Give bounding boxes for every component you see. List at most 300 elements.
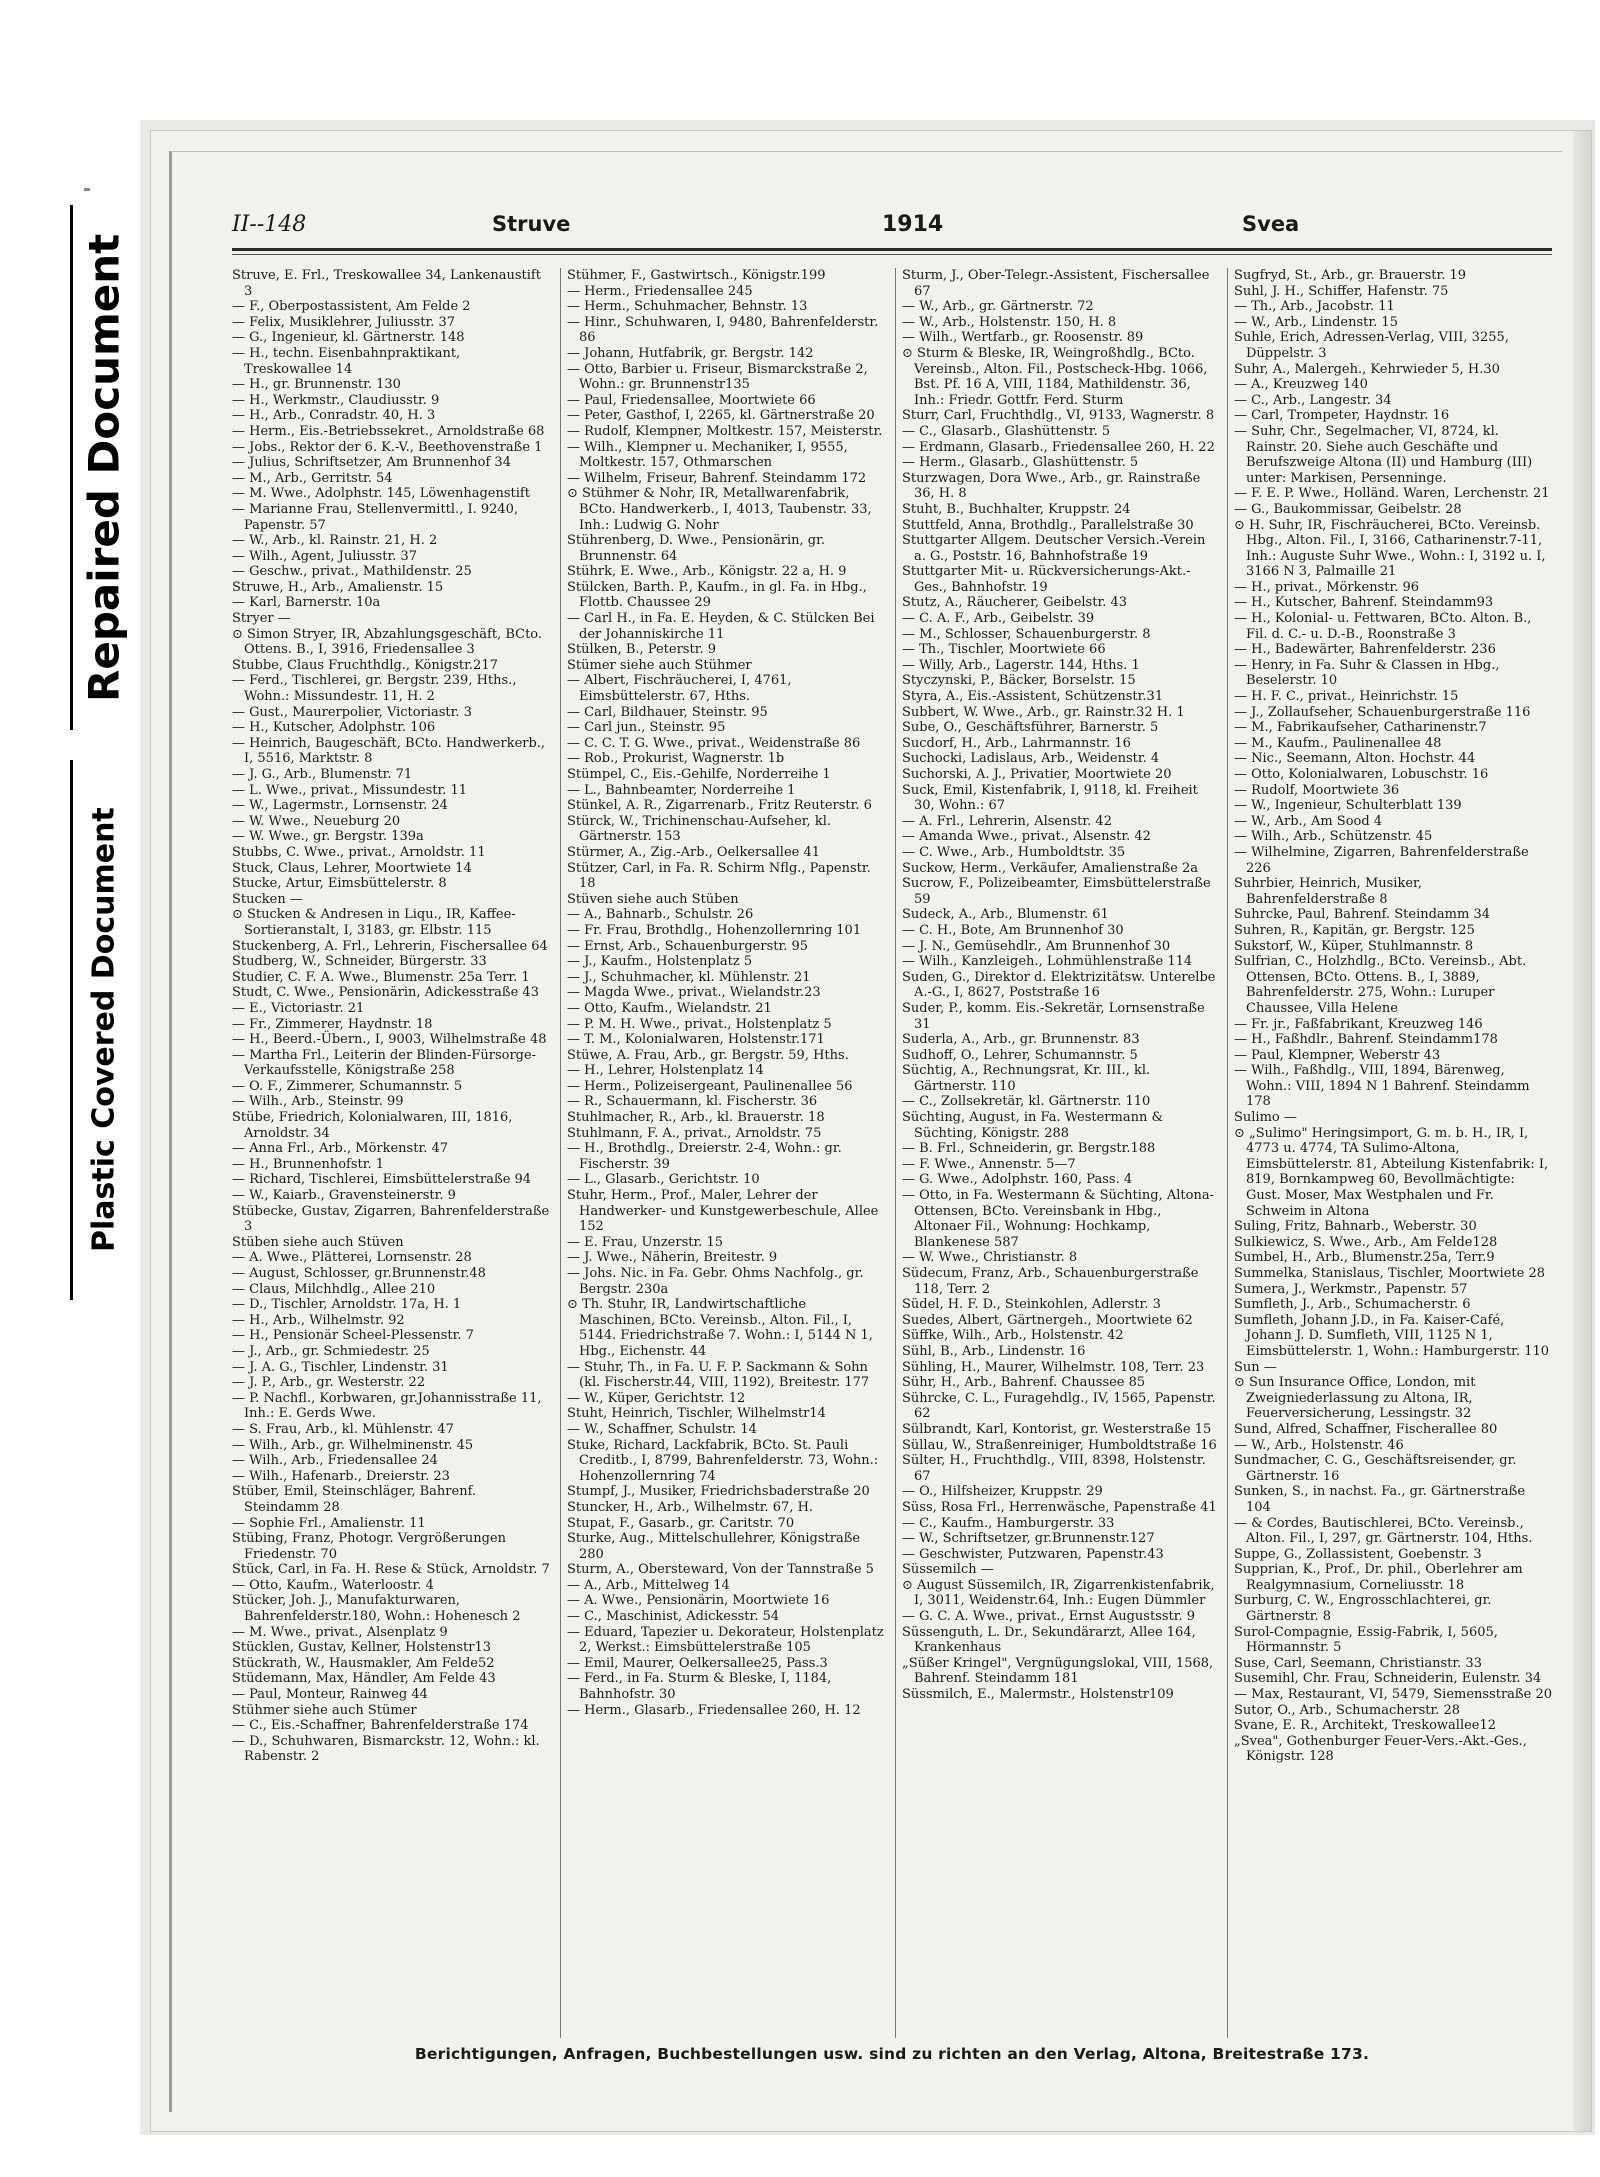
directory-entry: Styczynski, P., Bäcker, Borselstr. 15 xyxy=(902,673,1136,689)
directory-entry: — Herm., Eis.-Betriebssekret., Arnoldstraße 68 xyxy=(232,423,545,439)
directory-entry: Svane, E. R., Architekt, Treskowallee12 xyxy=(1234,1718,1497,1734)
directory-entry: — August, Schlosser, gr.Brunnenstr.48 xyxy=(232,1266,486,1281)
directory-entry: Süssemilch — xyxy=(902,1562,994,1578)
directory-entry: Stücklen, Gustav, Kellner, Holstenstr13 xyxy=(232,1640,492,1656)
directory-entry: Stüdemann, Max, Händler, Am Felde 43 xyxy=(232,1671,496,1687)
directory-entry: — M., Arb., Gerritstr. 54 xyxy=(232,470,393,486)
directory-entry: — P. M. H. Wwe., privat., Holstenplatz 5 xyxy=(567,1016,832,1032)
directory-entry: — Fr. jr., Faßfabrikant, Kreuzweg 146 xyxy=(1234,1016,1483,1032)
directory-entry: Stucken — xyxy=(232,891,303,907)
directory-entry: Sund, Alfred, Schaffner, Fischerallee 80 xyxy=(1234,1421,1498,1437)
scan-top-margin xyxy=(0,0,1600,52)
repaired-document-label: Repaired Document xyxy=(79,233,129,702)
directory-entry: — M. Wwe., privat., Alsenplatz 9 xyxy=(232,1624,448,1640)
directory-entry: — O., Hilfsheizer, Kruppstr. 29 xyxy=(902,1484,1103,1500)
directory-entry: Studier, C. F. A. Wwe., Blumenstr. 25a Terr. 1 xyxy=(232,969,530,985)
directory-entry: Stüben siehe auch Stüven xyxy=(232,1234,404,1250)
directory-entry: Stuke, Richard, Lackfabrik, BCto. St. Pauli Creditb., I, 8799, Bahrenfelderstr. 73, Wohn.: Hohenzollernring 74 xyxy=(567,1437,879,1484)
directory-entry: — G. Wwe., Adolphstr. 160, Pass. 4 xyxy=(902,1172,1133,1188)
directory-entry: — Geschwister, Putzwaren, Papenstr.43 xyxy=(902,1546,1164,1562)
directory-entry: — Martha Frl., Leiterin der Blinden-Fürsorge-Verkaufsstelle, Königstraße 258 xyxy=(232,1047,537,1079)
directory-entry: Stuht, Heinrich, Tischler, Wilhelmstr14 xyxy=(567,1406,826,1422)
directory-entry: Stürmer, A., Zig.-Arb., Oelkersallee 41 xyxy=(567,844,821,860)
plastic-covered-document-label: Plastic Covered Document xyxy=(86,807,122,1253)
directory-entry: Sulkiewicz, S. Wwe., Arb., Am Felde128 xyxy=(1234,1234,1498,1250)
directory-entry: Stümpel, C., Eis.-Gehilfe, Norderreihe 1 xyxy=(567,767,831,782)
directory-entry: — Claus, Milchhdlg., Allee 210 xyxy=(232,1281,436,1297)
directory-entry: — Henry, in Fa. Suhr & Classen in Hbg., Beselerstr. 10 xyxy=(1234,657,1500,689)
directory-entry: Susemihl, Chr. Frau, Schneiderin, Eulenstr. 34 xyxy=(1234,1671,1542,1687)
directory-entry: Sühling, H., Maurer, Wilhelmstr. 108, Terr. 23 xyxy=(902,1359,1205,1375)
page-header xyxy=(232,212,1552,252)
directory-entry: — Erdmann, Glasarb., Friedensallee 260, H. 22 xyxy=(902,439,1215,455)
directory-entry: Sülter, H., Fruchthdlg., VIII, 8398, Holstenstr. 67 xyxy=(902,1453,1206,1484)
directory-entry: Suedes, Albert, Gärtnergeh., Moortwiete 62 xyxy=(902,1312,1193,1328)
directory-entry: Suhrbier, Heinrich, Musiker, Bahrenfelderstraße 8 xyxy=(1234,876,1422,907)
directory-entry: Suhr, A., Malergeh., Kehrwieder 5, H.30 xyxy=(1234,361,1500,377)
directory-entry: — W., Arb., Holstenstr. 150, H. 8 xyxy=(902,314,1117,330)
directory-entry: Studt, C. Wwe., Pensionärin, Adickesstraße 43 xyxy=(232,985,539,1001)
directory-entry: Sülbrandt, Karl, Kontorist, gr. Westerstraße 15 xyxy=(902,1421,1212,1437)
directory-entry: — J., Arb., gr. Schmiedestr. 25 xyxy=(232,1343,430,1359)
directory-entry: — C. H., Bote, Am Brunnenhof 30 xyxy=(902,922,1124,938)
directory-entry: Stützer, Carl, in Fa. R. Schirm Nflg., Papenstr. 18 xyxy=(567,860,871,892)
directory-entry: — D., Schuhwaren, Bismarckstr. 12, Wohn.: kl. Rabenstr. 2 xyxy=(232,1733,540,1765)
directory-entry: — Otto, Kaufm., Waterloostr. 4 xyxy=(232,1577,434,1593)
directory-entry: Stumpf, J., Musiker, Friedrichsbaderstraße 20 xyxy=(567,1484,870,1500)
directory-entry: — M., Kaufm., Paulinenallee 48 xyxy=(1234,735,1442,751)
directory-entry: ⊙ „Sulimo" Heringsimport, G. m. b. H., IR, I, 4773 u. 4774, TA Sulimo-Altona, Eimsbüttelerstr. 81, Abteilung Kistenfabrik: I, 819, Bornkampweg 60, Bevollmächtigte: Gust. Moser, Max Westphalen und Fr. Schweim in Altona xyxy=(1234,1125,1549,1219)
directory-entry: — Ferd., Tischlerei, gr. Bergstr. 239, Hths., Wohn.: Missundestr. 11, H. 2 xyxy=(232,673,517,705)
directory-entry: Sukstorf, W., Küper, Stuhlmannstr. 8 xyxy=(1234,938,1474,954)
directory-entry: — Albert, Fischräucherei, I, 4761, Eimsbüttelerstr. 67, Hths. xyxy=(567,673,792,705)
directory-entry: — Carl, Trompeter, Haydnstr. 16 xyxy=(1234,408,1450,424)
directory-entry: ⊙ Sturm & Bleske, IR, Weingroßhdlg., BCto. Vereinsb., Alton. Fil., Postscheck-Hbg. 1066, Bst. Pf. 16 A, VIII, 1184, Mathildenstr. 36, Inh.: Friedr. Gottfr. Ferd. Sturm xyxy=(902,345,1208,408)
directory-entry: — C. A. F., Arb., Geibelstr. 39 xyxy=(902,611,1095,627)
directory-entry: Stuck, Claus, Lehrer, Moortwiete 14 xyxy=(232,860,472,876)
directory-entry: Stück, Carl, in Fa. H. Rese & Stück, Arnoldstr. 7 xyxy=(232,1562,550,1578)
directory-entry: Stückrath, W., Hausmakler, Am Felde52 xyxy=(232,1655,495,1671)
directory-entry: — C. Wwe., Arb., Humboldtstr. 35 xyxy=(902,844,1126,860)
directory-entry: Suchorski, A. J., Privatier, Moortwiete 20 xyxy=(902,767,1172,782)
directory-entry: Sutor, O., Arb., Schumacherstr. 28 xyxy=(1234,1702,1461,1718)
directory-entry: Sucrow, F., Polizeibeamter, Eimsbüttelerstraße 59 xyxy=(902,876,1211,907)
directory-entry: — J. P., Arb., gr. Westerstr. 22 xyxy=(232,1375,426,1391)
directory-entry: — Johann, Hutfabrik, gr. Bergstr. 142 xyxy=(567,345,814,361)
directory-entry: Surol-Compagnie, Essig-Fabrik, I, 5605, Hörmannstr. 5 xyxy=(1234,1624,1498,1656)
directory-entry: — Wilh., Kanzleigeh., Lohmühlenstraße 114 xyxy=(902,954,1193,970)
directory-entry: — C., Zollsekretär, kl. Gärtnerstr. 110 xyxy=(902,1094,1151,1110)
directory-entry: — W., Kaiarb., Gravensteinerstr. 9 xyxy=(232,1188,456,1204)
directory-entry: — Julius, Schriftsetzer, Am Brunnenhof 34 xyxy=(232,455,511,471)
directory-entry: Sulimo — xyxy=(1234,1110,1297,1126)
directory-entry: — Herm., Friedensallee 245 xyxy=(567,283,753,299)
directory-entry: — H., Arb., Wilhelmstr. 92 xyxy=(232,1312,405,1328)
directory-entry: — W., Lagermstr., Lornsenstr. 24 xyxy=(232,798,448,814)
directory-entry: Stuttfeld, Anna, Brothdlg., Parallelstraße 30 xyxy=(902,517,1194,533)
directory-entry: Stüwe, A. Frau, Arb., gr. Bergstr. 59, Hths. xyxy=(567,1047,849,1063)
directory-entry: ⊙ Th. Stuhr, IR, Landwirtschaftliche Maschinen, BCto. Vereinsb., Alton. Fil., I, 5144. Friedrichstraße 7. Wohn.: I, 5144 N 1, Hbg., Eichenstr. 44 xyxy=(567,1297,873,1359)
directory-entry: — Herm., Glasarb., Friedensallee 260, H. 12 xyxy=(567,1702,861,1718)
directory-entry: — Willy, Arb., Lagerstr. 144, Hths. 1 xyxy=(902,657,1140,673)
directory-entry: — G. C. A. Wwe., privat., Ernst Augustsstr. 9 xyxy=(902,1609,1196,1625)
directory-entry: — Emil, Maurer, Oelkersallee25, Pass.3 xyxy=(567,1655,828,1671)
column-divider xyxy=(560,268,561,2038)
directory-entry: — W., Ingenieur, Schulterblatt 139 xyxy=(1234,798,1462,814)
directory-entry: Stuhr, Herm., Prof., Maler, Lehrer der Handwerker- und Kunstgewerbeschule, Allee 152 xyxy=(567,1188,879,1235)
directory-entry: Südel, H. F. D., Steinkohlen, Adlerstr. 3 xyxy=(902,1297,1161,1313)
directory-entry: Stühmer, F., Gastwirtsch., Königstr.199 xyxy=(567,268,826,283)
directory-entry: Süss, Rosa Frl., Herrenwäsche, Papenstraße 41 xyxy=(902,1499,1217,1515)
directory-entry: — Rudolf, Klempner, Moltkestr. 157, Meisterstr. xyxy=(567,423,883,439)
page-number: II--148 xyxy=(232,212,307,237)
directory-entry: — Wilh., Arb., Schützenstr. 45 xyxy=(1234,829,1433,845)
directory-entry: Suchocki, Ladislaus, Arb., Weidenstr. 4 xyxy=(902,751,1160,767)
directory-entry: — C., Glasarb., Glashüttenstr. 5 xyxy=(902,423,1111,439)
directory-entry: — W., Arb., Am Sood 4 xyxy=(1234,813,1383,829)
directory-entry: — H., Badewärter, Bahrenfelderstr. 236 xyxy=(1234,642,1496,658)
directory-entry: Sunken, S., in nachst. Fa., gr. Gärtnerstraße 104 xyxy=(1234,1484,1526,1515)
publisher-footer: Berichtigungen, Anfragen, Buchbestellungen usw. sind zu richten an den Verlag, Altona, Breitestraße 173. xyxy=(414,2045,1370,2063)
directory-entry: — W., Arb., Lindenstr. 15 xyxy=(1234,314,1398,330)
directory-entry: — E. Frau, Unzerstr. 15 xyxy=(567,1234,724,1250)
directory-entry: — H., gr. Brunnenstr. 130 xyxy=(232,377,401,393)
directory-entry: — W., Schriftsetzer, gr.Brunnenstr.127 xyxy=(902,1531,1155,1547)
directory-entry: — W., Arb., Holstenstr. 46 xyxy=(1234,1437,1404,1453)
directory-entry: — Paul, Monteur, Rainweg 44 xyxy=(232,1687,428,1703)
column-divider xyxy=(1227,268,1228,2038)
directory-entry: — & Cordes, Bautischlerei, BCto. Vereinsb., Alton. Fil., I, 297, gr. Gärtnerstr. 104, Hths. xyxy=(1234,1515,1533,1547)
directory-entry: Suppe, G., Zollassistent, Goebenstr. 3 xyxy=(1234,1546,1482,1562)
directory-entry: Suse, Carl, Seemann, Christianstr. 33 xyxy=(1234,1655,1482,1671)
directory-entry: — A. Wwe., Plätterei, Lornsenstr. 28 xyxy=(232,1250,472,1266)
directory-entry: Sudhoff, O., Lehrer, Schumannstr. 5 xyxy=(902,1047,1138,1063)
directory-entry: — Magda Wwe., privat., Wielandstr.23 xyxy=(567,985,821,1001)
directory-entry: „Svea", Gothenburger Feuer-Vers.-Akt.-Ges., Königstr. 128 xyxy=(1234,1733,1527,1765)
directory-entry: — Ferd., in Fa. Sturm & Bleske, I, 1184, Bahnhofstr. 30 xyxy=(567,1671,832,1703)
directory-entry: — Geschw., privat., Mathildenstr. 25 xyxy=(232,564,472,580)
directory-column-2 xyxy=(567,268,885,2038)
directory-entry: — J., Schuhmacher, kl. Mühlenstr. 21 xyxy=(567,969,811,985)
directory-entry: — H., privat., Mörkenstr. 96 xyxy=(1234,579,1420,595)
directory-entry: Suden, G., Direktor d. Elektrizitätsw. Unterelbe A.-G., I, 8627, Poststraße 16 xyxy=(902,969,1216,1001)
directory-entry: — Th., Arb., Jacobstr. 11 xyxy=(1234,299,1395,315)
header-rule xyxy=(232,248,1552,251)
directory-entry: — A. Wwe., Pensionärin, Moortwiete 16 xyxy=(567,1593,830,1609)
directory-entry: — H., Arb., Conradstr. 40, H. 3 xyxy=(232,408,436,424)
directory-entry: — Wilh., Arb., Friedensallee 24 xyxy=(232,1453,438,1469)
right-guide-word: Svea xyxy=(1242,212,1300,236)
directory-entry: — H., Brunnenhofstr. 1 xyxy=(232,1156,385,1172)
directory-entry: — H., Kutscher, Bahrenf. Steindamm93 xyxy=(1234,595,1494,611)
directory-entry: — J., Kaufm., Holstenplatz 5 xyxy=(567,954,753,970)
margin-tick xyxy=(84,188,90,191)
directory-entry: Stupat, F., Gasarb., gr. Caritstr. 70 xyxy=(567,1515,795,1531)
page-edge xyxy=(1573,131,1591,2131)
directory-entry: — Felix, Musiklehrer, Juliusstr. 37 xyxy=(232,314,456,330)
directory-entry: Sugfryd, St., Arb., gr. Brauerstr. 19 xyxy=(1234,268,1467,283)
directory-entry: Sturr, Carl, Fruchthdlg., VI, 9133, Wagnerstr. 8 xyxy=(902,408,1215,424)
directory-entry: Stünkel, A. R., Zigarrenarb., Fritz Reuterstr. 6 xyxy=(567,798,872,814)
directory-entry: — Otto, Kolonialwaren, Lobuschstr. 16 xyxy=(1234,767,1489,782)
directory-entry: — O. F., Zimmerer, Schumannstr. 5 xyxy=(232,1078,463,1094)
directory-entry: Sucdorf, H., Arb., Lahrmannstr. 16 xyxy=(902,735,1131,751)
directory-entry: — Wilh., Faßhdlg., VIII, 1894, Bärenweg, Wohn.: VIII, 1894 N 1 Bahrenf. Steindamm 178 xyxy=(1234,1063,1530,1110)
directory-entry: Stuttgarter Allgem. Deutscher Versich.-Verein a. G., Poststr. 16, Bahnhofstraße 19 xyxy=(902,533,1206,564)
directory-entry: Stürck, W., Trichinenschau-Aufseher, kl. Gärtnerstr. 153 xyxy=(567,813,831,845)
directory-entry: Süchting, August, in Fa. Westermann & Süchting, Königstr. 288 xyxy=(902,1110,1164,1141)
directory-entry: Stuttgarter Mit- u. Rückversicherungs-Akt.-Ges., Bahnhofstr. 19 xyxy=(902,564,1191,595)
directory-entry: — Carl jun., Steinstr. 95 xyxy=(567,720,726,736)
directory-entry: Sührcke, C. L., Furagehdlg., IV, 1565, Papenstr. 62 xyxy=(902,1390,1216,1422)
directory-entry: Suhle, Erich, Adressen-Verlag, VIII, 3255, Düppelstr. 3 xyxy=(1234,330,1509,361)
directory-entry: — C., Eis.-Schaffner, Bahrenfelderstraße 174 xyxy=(232,1718,529,1734)
directory-entry: — H. F. C., privat., Heinrichstr. 15 xyxy=(1234,689,1459,705)
directory-entry: Stührk, E. Wwe., Arb., Königstr. 22 a, H. 9 xyxy=(567,564,847,580)
directory-entry: — B. Frl., Schneiderin, gr. Bergstr.188 xyxy=(902,1141,1156,1157)
directory-entry: — Herm., Schuhmacher, Behnstr. 13 xyxy=(567,299,808,315)
directory-entry: — H., techn. Eisenbahnpraktikant, Treskowallee 14 xyxy=(232,345,461,377)
directory-entry: Sühl, B., Arb., Lindenstr. 16 xyxy=(902,1343,1086,1359)
directory-entry: — W. Wwe., gr. Bergstr. 139a xyxy=(232,829,424,845)
directory-entry: — Wilh., Wertfarb., gr. Roosenstr. 89 xyxy=(902,330,1144,346)
directory-column-3 xyxy=(902,268,1220,2038)
directory-entry: Stutz, A., Räucherer, Geibelstr. 43 xyxy=(902,595,1128,611)
directory-entry: Suling, Fritz, Bahnarb., Weberstr. 30 xyxy=(1234,1219,1477,1235)
directory-entry: Stüven siehe auch Stüben xyxy=(567,891,739,907)
directory-entry: Stuhlmacher, R., Arb., kl. Brauerstr. 18 xyxy=(567,1110,825,1126)
directory-entry: — A. Frl., Lehrerin, Alsenstr. 42 xyxy=(902,813,1112,829)
directory-entry: Styra, A., Eis.-Assistent, Schützenstr.31 xyxy=(902,689,1164,705)
directory-entry: Surburg, C. W., Engrosschlachterei, gr. Gärtnerstr. 8 xyxy=(1234,1593,1492,1625)
directory-entry: Suderla, A., Arb., gr. Brunnenstr. 83 xyxy=(902,1032,1140,1048)
directory-entry: — Wilh., Klempner u. Mechaniker, I, 9555, Moltkestr. 157, Othmarschen xyxy=(567,439,848,471)
directory-entry: — Ernst, Arb., Schauenburgerstr. 95 xyxy=(567,938,809,954)
directory-entry: — Marianne Frau, Stellenvermittl., I. 9240, Papenstr. 57 xyxy=(232,501,519,533)
directory-entry: — H., Kutscher, Adolphstr. 106 xyxy=(232,720,436,736)
directory-entry: — F. E. P. Wwe., Holländ. Waren, Lerchenstr. 21 xyxy=(1234,486,1550,502)
directory-entry: Summelka, Stanislaus, Tischler, Moortwiete 28 xyxy=(1234,1266,1546,1281)
directory-entry: — Fr. Frau, Brothdlg., Hohenzollernring 101 xyxy=(567,922,862,938)
directory-entry: — J. Wwe., Näherin, Breitestr. 9 xyxy=(567,1250,778,1266)
page-content xyxy=(169,151,1562,2112)
directory-entry: Stuht, B., Buchhalter, Kruppstr. 24 xyxy=(902,501,1131,517)
directory-entry: Süffke, Wilh., Arb., Holstenstr. 42 xyxy=(902,1328,1124,1344)
directory-entry: ⊙ Simon Stryer, IR, Abzahlungsgeschäft, BCto. Ottens. B., I, 3916, Friedensallee 3 xyxy=(232,626,543,658)
directory-entry: — E., Victoriastr. 21 xyxy=(232,1000,365,1016)
directory-entry: Suder, P., komm. Eis.-Sekretär, Lornsenstraße 31 xyxy=(902,1000,1205,1032)
directory-entry: — M., Fabrikaufseher, Catharinenstr.7 xyxy=(1234,720,1487,736)
directory-entry: Süchtig, A., Rechnungsrat, Kr. III., kl. Gärtnerstr. 110 xyxy=(902,1063,1151,1094)
directory-entry: — H., Kolonial- u. Fettwaren, BCto. Alton. B., Fil. d. C.- u. D.-B., Roonstraße 3 xyxy=(1234,611,1532,642)
directory-entry: — P. Nachfl., Korbwaren, gr.Johannisstraße 11, Inh.: E. Gerds Wwe. xyxy=(232,1390,542,1422)
directory-entry: — Carl H., in Fa. E. Heyden, & C. Stülcken Bei der Johanniskirche 11 xyxy=(567,611,875,642)
directory-entry: ⊙ Stucken & Andresen in Liqu., IR, Kaffee-Sortieranstalt, I, 3183, gr. Elbstr. 115 xyxy=(232,907,516,938)
directory-entry: Suhl, J. H., Schiffer, Hafenstr. 75 xyxy=(1234,283,1449,299)
directory-entry: — Th., Tischler, Moortwiete 66 xyxy=(902,642,1106,658)
directory-entry: — Wilhelm, Friseur, Bahrenf. Steindamm 172 xyxy=(567,470,867,486)
directory-entry: — Peter, Gasthof, I, 2265, kl. Gärtnerstraße 20 xyxy=(567,408,875,424)
directory-entry: Stülken, B., Peterstr. 9 xyxy=(567,642,717,658)
directory-entry: ⊙ H. Suhr, IR, Fischräucherei, BCto. Vereinsb. Hbg., Alton. Fil., I, 3166, Catharinenstr.7-11, Inh.: Auguste Suhr Wwe., Wohn.: I, 3192 u. I, 3166 N 3, Palmaille 21 xyxy=(1234,517,1546,580)
directory-entry: Studberg, W., Schneider, Bürgerstr. 33 xyxy=(232,954,487,970)
directory-entry: Süssenguth, L. Dr., Sekundärarzt, Allee 164, Krankenhaus xyxy=(902,1624,1196,1656)
directory-page xyxy=(150,130,1592,2132)
directory-entry: — F. Wwe., Annenstr. 5—7 xyxy=(902,1156,1076,1172)
directory-entry: — C. C. T. G. Wwe., privat., Weidenstraße 86 xyxy=(567,735,861,751)
directory-entry: — Johs. Nic. in Fa. Gebr. Ohms Nachfolg., gr. Bergstr. 230a xyxy=(567,1266,864,1297)
directory-entry: — Otto, Kaufm., Wielandstr. 21 xyxy=(567,1000,772,1016)
directory-entry: — Wilh., Agent, Juliusstr. 37 xyxy=(232,548,418,564)
directory-entry: Supprian, K., Prof., Dr. phil., Oberlehrer am Realgymnasium, Corneliusstr. 18 xyxy=(1234,1562,1523,1593)
directory-entry: — A., Bahnarb., Schulstr. 26 xyxy=(567,907,754,923)
directory-entry: — Heinrich, Baugeschäft, BCto. Handwerkerb., I, 5516, Marktstr. 8 xyxy=(232,735,546,767)
directory-entry: — Karl, Barnerstr. 10a xyxy=(232,595,381,611)
directory-entry: — Hinr., Schuhwaren, I, 9480, Bahrenfelderstr. 86 xyxy=(567,314,879,346)
directory-column-4 xyxy=(1234,268,1552,2038)
directory-entry: — Anna Frl., Arb., Mörkenstr. 47 xyxy=(232,1141,449,1157)
directory-entry: — W., Arb., kl. Rainstr. 21, H. 2 xyxy=(232,533,438,549)
directory-entry: Stubbs, C. Wwe., privat., Arnoldstr. 11 xyxy=(232,844,486,860)
directory-entry: Sumbel, H., Arb., Blumenstr.25a, Terr.9 xyxy=(1234,1250,1495,1266)
directory-entry: — Otto, in Fa. Westermann & Süchting, Altona-Ottensen, BCto. Vereinsbank in Hbg., Altonaer Fil., Wohnung: Hochkamp, Blankenese 587 xyxy=(902,1188,1214,1250)
directory-column-1 xyxy=(232,268,550,2038)
directory-entry: Sundmacher, C. G., Geschäftsreisender, gr. Gärtnerstr. 16 xyxy=(1234,1453,1517,1484)
directory-entry: — H., Beerd.-Übern., I, 9003, Wilhelmstraße 48 xyxy=(232,1032,547,1048)
directory-entry: — C., Maschinist, Adickesstr. 54 xyxy=(567,1609,780,1625)
directory-entry: — H., Brothdlg., Dreierstr. 2-4, Wohn.: gr. Fischerstr. 39 xyxy=(567,1141,842,1172)
directory-entry: — R., Schauermann, kl. Fischerstr. 36 xyxy=(567,1094,818,1110)
directory-entry: — A., Kreuzweg 140 xyxy=(1234,377,1368,393)
directory-entry: — Wilh., Arb., Steinstr. 99 xyxy=(232,1094,404,1110)
directory-entry: — Eduard, Tapezier u. Dekorateur, Holstenplatz 2, Werkst.: Eimsbüttelerstraße 105 xyxy=(567,1624,884,1656)
directory-entry: Stryer — xyxy=(232,611,291,627)
directory-entry: Süssmilch, E., Malermstr., Holstenstr109 xyxy=(902,1687,1174,1703)
directory-entry: — L., Bahnbeamter, Norderreihe 1 xyxy=(567,782,796,798)
directory-entry: — D., Tischler, Arnoldstr. 17a, H. 1 xyxy=(232,1297,462,1313)
plastic-covered-document-tab xyxy=(70,760,135,1300)
directory-entry: — Carl, Bildhauer, Steinstr. 95 xyxy=(567,704,768,720)
directory-entry: — Sophie Frl., Amalienstr. 11 xyxy=(232,1515,426,1531)
directory-entry: — W., Arb., gr. Gärtnerstr. 72 xyxy=(902,299,1094,315)
directory-entry: Sühr, H., Arb., Bahrenf. Chaussee 85 xyxy=(902,1375,1146,1391)
directory-entry: — L. Wwe., privat., Missundestr. 11 xyxy=(232,782,468,798)
directory-entry: Sturm, A., Obersteward, Von der Tannstraße 5 xyxy=(567,1562,874,1578)
repaired-document-tab xyxy=(70,205,135,730)
directory-entry: — G., Baukommissar, Geibelstr. 28 xyxy=(1234,501,1462,517)
directory-entry: Stubbe, Claus Fruchthdlg., Königstr.217 xyxy=(232,657,498,673)
directory-entry: Stülcken, Barth. P., Kaufm., in gl. Fa. in Hbg., Flottb. Chaussee 29 xyxy=(567,579,867,611)
directory-entry: — S. Frau, Arb., kl. Mühlenstr. 47 xyxy=(232,1421,454,1437)
directory-entry: ⊙ August Süssemilch, IR, Zigarrenkistenfabrik, I, 3011, Weidenstr.64, Inh.: Eugen Dümmler xyxy=(902,1577,1215,1609)
directory-entry: Stücker, Joh. J., Manufakturwaren, Bahrenfelderstr.180, Wohn.: Hohenesch 2 xyxy=(232,1593,521,1625)
directory-entry: Sturm, J., Ober-Telegr.-Assistent, Fischersallee 67 xyxy=(902,268,1210,299)
directory-entry: — Herm., Glasarb., Glashüttenstr. 5 xyxy=(902,455,1139,471)
directory-entry: — H., Faßhdlr., Bahrenf. Steindamm178 xyxy=(1234,1032,1498,1048)
directory-entry: Suhrcke, Paul, Bahrenf. Steindamm 34 xyxy=(1234,907,1491,923)
directory-entry: Struwe, H., Arb., Amalienstr. 15 xyxy=(232,579,444,595)
directory-entry: — H., Werkmstr., Claudiusstr. 9 xyxy=(232,392,440,408)
column-divider xyxy=(895,268,896,2038)
directory-entry: Stuncker, H., Arb., Wilhelmstr. 67, H. xyxy=(567,1499,814,1515)
directory-entry: „Süßer Kringel", Vergnügungslokal, VIII, 1568, Bahrenf. Steindamm 181 xyxy=(902,1655,1214,1687)
directory-entry: Suck, Emil, Kistenfabrik, I, 9118, kl. Freiheit 30, Wohn.: 67 xyxy=(902,782,1198,814)
directory-entry: Subbert, W. Wwe., Arb., gr. Rainstr.32 H. 1 xyxy=(902,704,1185,720)
directory-entry: Stübe, Friedrich, Kolonialwaren, III, 1816, Arnoldstr. 34 xyxy=(232,1110,513,1141)
directory-entry: — Wilh., Arb., gr. Wilhelminenstr. 45 xyxy=(232,1437,474,1453)
directory-entry: Stübing, Franz, Photogr. Vergrößerungen Friedenstr. 70 xyxy=(232,1531,506,1562)
directory-entry: — H., Pensionär Scheel-Plessenstr. 7 xyxy=(232,1328,474,1344)
directory-entry: — J. N., Gemüsehdlr., Am Brunnenhof 30 xyxy=(902,938,1171,954)
directory-entry: ⊙ Stühmer & Nohr, IR, Metallwarenfabrik, BCto. Handwerkerb., I, 4013, Taubenstr. 33, Inh.: Ludwig G. Nohr xyxy=(567,486,872,533)
directory-entry: — Suhr, Chr., Segelmacher, VI, 8724, kl. Rainstr. 20. Siehe auch Geschäfte und Berufszweige Altona (II) und Hamburg (III) unter: Markisen, Persenninge. xyxy=(1234,423,1533,486)
directory-entry: — A., Arb., Mittelweg 14 xyxy=(567,1577,730,1593)
directory-entry: — Rudolf, Moortwiete 36 xyxy=(1234,782,1400,798)
directory-entry: Suhren, R., Kapitän, gr. Bergstr. 125 xyxy=(1234,922,1475,938)
directory-entry: Sturke, Aug., Mittelschullehrer, Königstraße 280 xyxy=(567,1531,861,1562)
directory-entry: — Wilh., Hafenarb., Dreierstr. 23 xyxy=(232,1468,450,1484)
directory-entry: Stümer siehe auch Stühmer xyxy=(567,657,752,673)
directory-entry: Suckow, Herm., Verkäufer, Amalienstraße 2a xyxy=(902,860,1198,876)
directory-entry: — G., Ingenieur, kl. Gärtnerstr. 148 xyxy=(232,330,465,346)
directory-entry: Stüber, Emil, Steinschläger, Bahrenf. Steindamm 28 xyxy=(232,1484,477,1515)
directory-entry: — T. M., Kolonialwaren, Holstenstr.171 xyxy=(567,1032,825,1048)
directory-entry: Stührenberg, D. Wwe., Pensionärin, gr. Brunnenstr. 64 xyxy=(567,533,826,564)
directory-entry: — H., Lehrer, Holstenplatz 14 xyxy=(567,1063,764,1079)
directory-entry: Südecum, Franz, Arb., Schauenburgerstraße 118, Terr. 2 xyxy=(902,1266,1199,1297)
directory-entry: Stuckenberg, A. Frl., Lehrerin, Fischersallee 64 xyxy=(232,938,548,954)
directory-entry: Stucke, Artur, Eimsbüttelerstr. 8 xyxy=(232,876,447,892)
directory-entry: Struve, E. Frl., Treskowallee 34, Lankenaustift 3 xyxy=(232,268,541,299)
directory-entry: — Jobs., Rektor der 6. K.-V., Beethovenstraße 1 xyxy=(232,439,543,455)
directory-entry: — J. G., Arb., Blumenstr. 71 xyxy=(232,767,413,782)
directory-entry: — Otto, Barbier u. Friseur, Bismarckstraße 2, Wohn.: gr. Brunnenstr135 xyxy=(567,361,868,393)
directory-entry: — W., Schaffner, Schulstr. 14 xyxy=(567,1421,757,1437)
directory-entry: — F., Oberpostassistent, Am Felde 2 xyxy=(232,299,471,315)
directory-entry: Sulfrian, C., Holzhdlg., BCto. Vereinsb., Abt. Ottensen, BCto. Ottens. B., I, 3889, Bahrenfelderstr. 275, Wohn.: Luruper Chaussee, Villa Helene xyxy=(1234,954,1527,1016)
directory-entry: — J., Zollaufseher, Schauenburgerstraße 116 xyxy=(1234,704,1531,720)
directory-year: 1914 xyxy=(882,212,944,237)
directory-entry: — Paul, Klempner, Weberstr 43 xyxy=(1234,1047,1441,1063)
directory-entry: Stübecke, Gustav, Zigarren, Bahrenfelderstraße 3 xyxy=(232,1203,550,1235)
directory-entry: — Fr., Zimmerer, Haydnstr. 18 xyxy=(232,1016,433,1032)
directory-entry: — M. Wwe., Adolphstr. 145, Löwenhagenstift xyxy=(232,486,530,502)
directory-entry: — Paul, Friedensallee, Moortwiete 66 xyxy=(567,392,816,408)
directory-entry: — Herm., Polizeisergeant, Paulinenallee 56 xyxy=(567,1078,853,1094)
directory-entry: Süllau, W., Straßenreiniger, Humboldtstraße 16 xyxy=(902,1437,1217,1453)
directory-entry: Sun — xyxy=(1234,1359,1277,1375)
directory-entry: — Nic., Seemann, Alton. Hochstr. 44 xyxy=(1234,751,1476,767)
directory-entry: — L., Glasarb., Gerichtstr. 10 xyxy=(567,1172,760,1188)
directory-entry: — W. Wwe., Christianstr. 8 xyxy=(902,1250,1078,1266)
directory-entry: — M., Schlosser, Schauenburgerstr. 8 xyxy=(902,626,1151,642)
directory-entry: — W. Wwe., Neueburg 20 xyxy=(232,813,401,829)
directory-entry: Stuhlmann, F. A., privat., Arnoldstr. 75 xyxy=(567,1125,822,1141)
directory-entry: Stühmer siehe auch Stümer xyxy=(232,1702,417,1718)
header-rule-thin xyxy=(232,254,1552,255)
directory-entry: ⊙ Sun Insurance Office, London, mit Zweigniederlassung zu Altona, IR, Feuerversicherung, Lessingstr. 32 xyxy=(1234,1375,1476,1422)
directory-entry: — Stuhr, Th., in Fa. U. F. P. Sackmann & Sohn (kl. Fischerstr.44, VIII, 1192), Breitestr. 177 xyxy=(567,1359,870,1391)
directory-entry: — W., Küper, Gerichtstr. 12 xyxy=(567,1390,746,1406)
directory-entry: Sube, O., Geschäftsführer, Barnerstr. 5 xyxy=(902,720,1159,736)
directory-entry: Sumfleth, Johann J.D., in Fa. Kaiser-Café, Johann J. D. Sumfleth, VIII, 1125 N 1, Eimsbüttelerstr. 1, Wohn.: Hamburgerstr. 110 xyxy=(1234,1312,1550,1359)
directory-entry: Sudeck, A., Arb., Blumenstr. 61 xyxy=(902,907,1109,923)
directory-entry: — Amanda Wwe., privat., Alsenstr. 42 xyxy=(902,829,1151,845)
directory-entry: — Max, Restaurant, VI, 5479, Siemensstraße 20 xyxy=(1234,1687,1552,1703)
directory-entry: — C., Arb., Langestr. 34 xyxy=(1234,392,1392,408)
directory-entry: Sumfleth, J., Arb., Schumacherstr. 6 xyxy=(1234,1297,1471,1313)
directory-entry: — Gust., Maurerpolier, Victoriastr. 3 xyxy=(232,704,472,720)
